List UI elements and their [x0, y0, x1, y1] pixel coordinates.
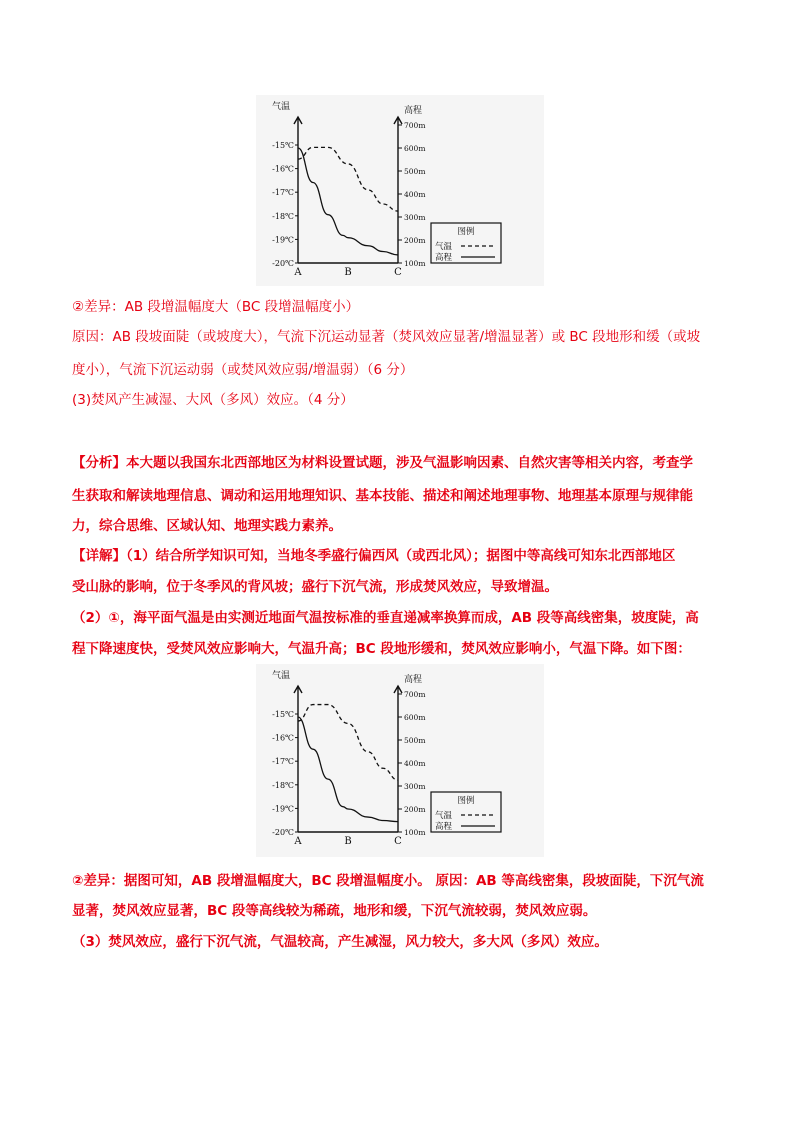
right-tick-label: 400m — [404, 759, 426, 768]
legend-label: 高程 — [435, 253, 453, 263]
detail-diff-line-2: 显著，焚风效应显著，BC 段等高线较为稀疏，地形和缓，下沉气流较弱，焚风效应弱。 — [72, 903, 597, 919]
left-tick-label: -20℃ — [272, 259, 294, 268]
x-tick-label: B — [344, 836, 352, 847]
answer-part3-line: (3)焚风产生减湿、大风（多风）效应。（4 分） — [72, 392, 354, 408]
left-tick-label: -19℃ — [272, 804, 294, 814]
temperature-elevation-chart-1 — [256, 95, 544, 286]
detail-line-3: （2）①，海平面气温是由实测近地面气温按标准的垂直递减率换算而成，AB 段等高线密集，坡度陡，高 — [72, 610, 699, 626]
y-left-label: 气温 — [272, 671, 291, 681]
x-tick-label: A — [294, 267, 302, 278]
left-tick-label: -19℃ — [272, 235, 294, 245]
answer-diff-line: ②差异：AB 段增温幅度大（BC 段增温幅度小） — [72, 299, 360, 315]
left-tick-label: -17℃ — [272, 188, 294, 198]
right-tick-label: 400m — [404, 190, 426, 199]
analysis-line-3: 力，综合思维、区域认知、地理实践力素养。 — [72, 518, 342, 534]
y-right-label: 高程 — [404, 675, 423, 685]
detail-line-1: 【详解】（1）结合所学知识可知，当地冬季盛行偏西风（或西北风）；据图中等高线可知东北西部地区 — [72, 548, 676, 564]
legend-title: 图例 — [457, 796, 475, 806]
x-tick-label: B — [344, 267, 352, 278]
left-tick-label: -15℃ — [272, 710, 294, 719]
right-tick-label: 100m — [404, 259, 426, 268]
chart-svg — [256, 95, 544, 286]
right-tick-label: 100m — [404, 828, 426, 837]
right-tick-label: 700m — [404, 121, 426, 130]
left-tick-label: -16℃ — [272, 733, 294, 743]
y-right-label: 高程 — [404, 106, 423, 116]
right-tick-label: 300m — [404, 213, 426, 222]
legend-title: 图例 — [457, 227, 475, 237]
x-tick-label: C — [394, 267, 402, 278]
temperature-series-line — [298, 705, 398, 781]
analysis-line-1: 【分析】本大题以我国东北西部地区为材料设置试题，涉及气温影响因素、自然灾害等相关内容，考查学 — [72, 455, 693, 471]
left-tick-label: -17℃ — [272, 757, 294, 767]
temperature-series-line — [298, 147, 398, 211]
elevation-series-line — [298, 717, 398, 822]
x-tick-label: A — [294, 836, 302, 847]
left-tick-label: -18℃ — [272, 780, 294, 790]
left-tick-label: -15℃ — [272, 141, 294, 150]
y-left-label: 气温 — [272, 102, 291, 112]
analysis-line-2: 生获取和解读地理信息、调动和运用地理知识、基本技能、描述和阐述地理事物、地理基本原理与规律能 — [72, 488, 693, 504]
right-tick-label: 500m — [404, 736, 426, 745]
right-tick-label: 300m — [404, 782, 426, 791]
detail-line-4: 程下降速度快，受焚风效应影响大，气温升高；BC 段地形缓和，焚风效应影响小，气温下降。如下图： — [72, 641, 691, 657]
x-tick-label: C — [394, 836, 402, 847]
legend-label: 气温 — [435, 811, 453, 821]
left-tick-label: -18℃ — [272, 211, 294, 221]
right-tick-label: 200m — [404, 236, 426, 245]
right-tick-label: 600m — [404, 144, 426, 153]
right-tick-label: 500m — [404, 167, 426, 176]
right-tick-label: 700m — [404, 690, 426, 699]
answer-reason-line-2: 度小），气流下沉运动弱（或焚风效应弱/增温弱）（6 分） — [72, 362, 414, 378]
chart-svg — [256, 664, 544, 857]
answer-reason-line-1: 原因：AB 段坡面陡（或坡度大），气流下沉运动显著（焚风效应显著/增温显著）或 BC 段地形和缓（或坡 — [72, 329, 701, 345]
left-tick-label: -16℃ — [272, 164, 294, 174]
legend-label: 气温 — [435, 242, 453, 252]
temperature-elevation-chart-2 — [256, 664, 544, 857]
right-tick-label: 600m — [404, 713, 426, 722]
left-tick-label: -20℃ — [272, 828, 294, 837]
detail-line-2: 受山脉的影响，位于冬季风的背风坡；盛行下沉气流，形成焚风效应，导致增温。 — [72, 579, 558, 595]
elevation-series-line — [298, 148, 398, 255]
detail-part3-line: （3）焚风效应，盛行下沉气流，气温较高，产生减湿，风力较大，多大风（多风）效应。 — [72, 934, 608, 950]
legend-label: 高程 — [435, 822, 453, 832]
detail-diff-line-1: ②差异：据图可知，AB 段增温幅度大，BC 段增温幅度小。 原因：AB 等高线密集，段坡面陡，下沉气流 — [72, 873, 704, 889]
right-tick-label: 200m — [404, 805, 426, 814]
